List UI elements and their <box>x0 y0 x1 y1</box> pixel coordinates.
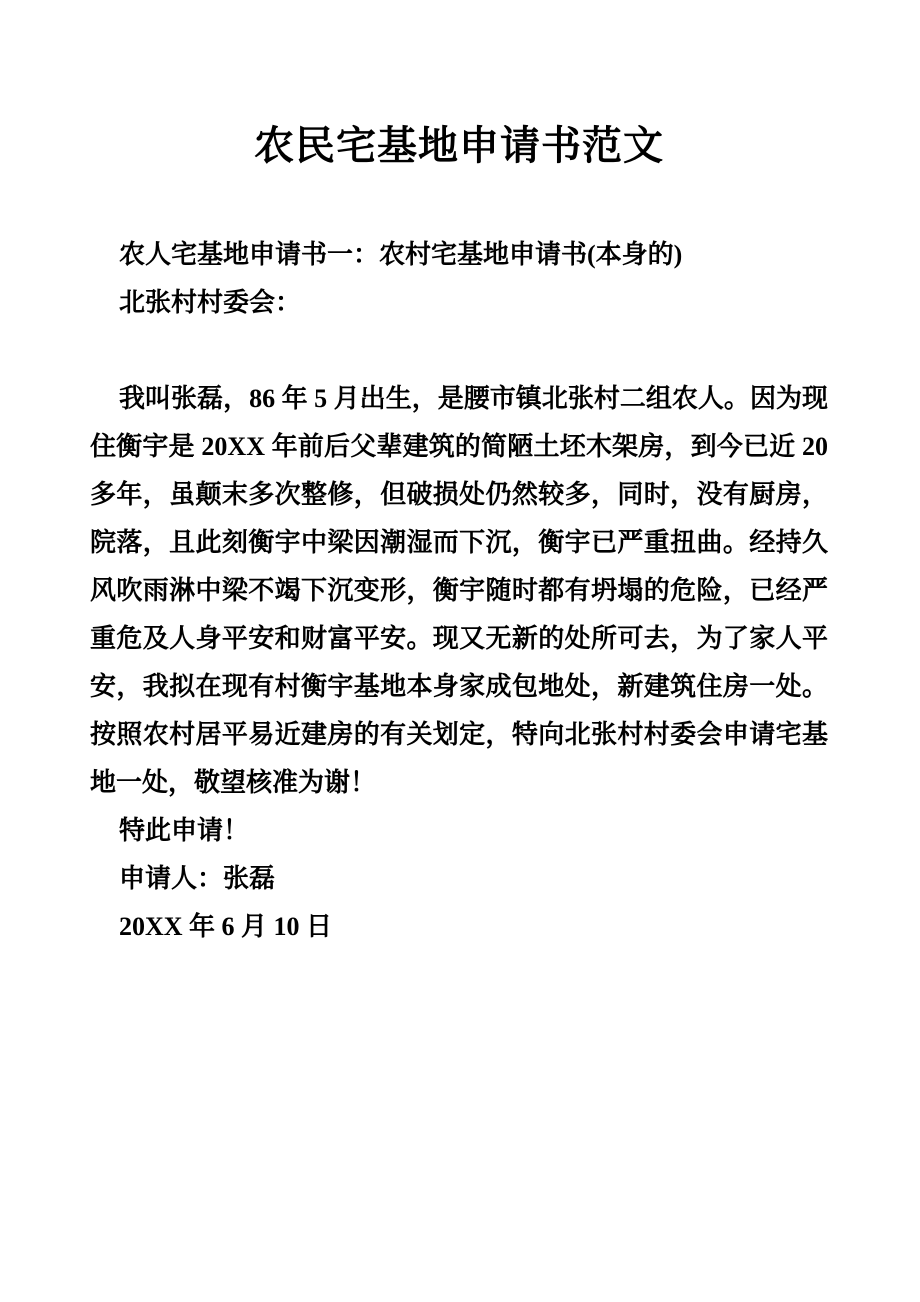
body-line: 院落，且此刻衡宇中梁因潮湿而下沉，衡宇已严重扭曲。经持久 <box>90 528 828 557</box>
closing-line: 特此申请！ <box>119 816 250 845</box>
signature-line: 申请人：张磊 <box>119 864 276 893</box>
body-line: 住衡宇是 20XX 年前后父辈建筑的简陋土坯木架房，到今已近 20 <box>90 432 828 461</box>
body-line: 我叫张磊，86 年 5 月出生，是腰市镇北张村二组农人。因为现 <box>119 384 828 413</box>
body-paragraph <box>90 375 828 807</box>
salutation-line: 北张村村委会： <box>119 288 302 317</box>
body-line: 安，我拟在现有村衡宇基地本身家成包地处，新建筑住房一处。 <box>90 672 828 701</box>
body-line: 重危及人身平安和财富平安。现又无新的处所可去，为了家人平 <box>90 624 828 653</box>
document-content <box>90 231 828 951</box>
document-title: 农民宅基地申请书范文 <box>254 123 664 168</box>
document-body <box>0 120 920 951</box>
body-line: 地一处，敬望核准为谢！ <box>90 768 377 797</box>
subtitle-line: 农人宅基地申请书一：农村宅基地申请书(本身的) <box>119 240 683 269</box>
date-line: 20XX 年 6 月 10 日 <box>119 912 333 941</box>
body-line: 多年，虽颠末多次整修，但破损处仍然较多，同时，没有厨房， <box>90 480 828 509</box>
body-line: 按照农村居平易近建房的有关划定，特向北张村村委会申请宅基 <box>90 720 828 749</box>
body-line: 风吹雨淋中梁不竭下沉变形，衡宇随时都有坍塌的危险，已经严 <box>90 576 828 605</box>
